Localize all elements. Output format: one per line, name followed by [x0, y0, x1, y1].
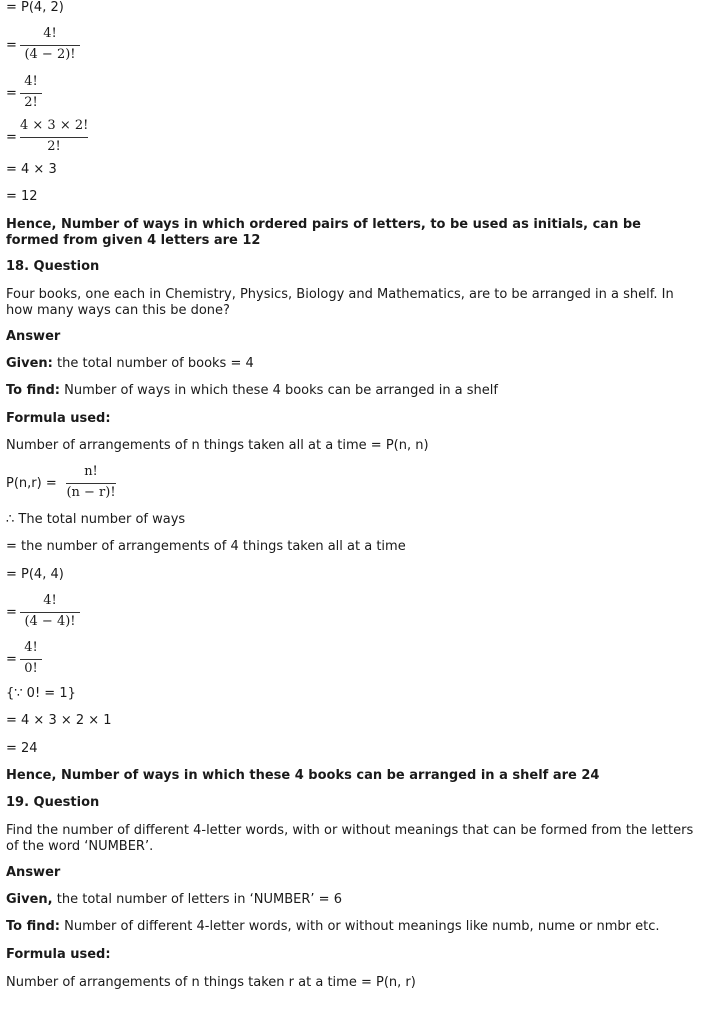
eq-line: = P(4, 2)	[6, 0, 64, 15]
fraction	[6, 118, 96, 158]
to-find-line	[6, 919, 660, 935]
eq-line: = 4 × 3	[6, 162, 57, 177]
equals-sign: =	[6, 605, 17, 620]
equals-sign: =	[6, 652, 17, 667]
note-line: {∵ 0! = 1}	[6, 686, 76, 701]
denominator: (n − r)!	[66, 485, 116, 500]
conclusion: Hence, Number of ways in which ordered pairs of letters, to be used as initials, can be formed from given 4 letters are 12	[6, 217, 641, 248]
answer-label: Answer	[6, 329, 61, 344]
question-heading: 18. Question	[6, 259, 100, 274]
conclusion: Hence, Number of ways in which these 4 books can be arranged in a shelf are 24	[6, 768, 600, 783]
eq-line: = 4 × 3 × 2 × 1	[6, 713, 112, 728]
numerator: 4!	[24, 74, 38, 89]
given-line	[6, 356, 254, 372]
formula-label: Formula used:	[6, 411, 111, 426]
question-heading: 19. Question	[6, 795, 100, 810]
denominator: (4 − 2)!	[24, 47, 76, 62]
equals-sign: =	[6, 86, 17, 101]
numerator: 4!	[43, 593, 57, 608]
eq-line: = the number of arrangements of 4 things taken all at a time	[6, 539, 406, 554]
fraction-bar	[20, 45, 80, 46]
given-label: Given:	[6, 356, 53, 371]
to-find-label: To find:	[6, 383, 60, 398]
fraction-bar	[20, 612, 80, 613]
answer-label: Answer	[6, 865, 61, 880]
numerator: 4!	[43, 26, 57, 41]
fraction	[6, 593, 86, 633]
formula-lhs: P(n,r) =	[6, 476, 57, 491]
denominator: (4 − 4)!	[24, 614, 76, 629]
given-text: the total number of letters in ‘NUMBER’ = 6	[52, 892, 342, 907]
fraction	[6, 26, 86, 66]
given-line	[6, 892, 342, 908]
given-label: Given,	[6, 892, 53, 907]
fraction	[6, 74, 66, 114]
eq-line: = 12	[6, 189, 38, 204]
fraction-bar	[20, 659, 42, 660]
permutation-formula	[6, 464, 126, 504]
given-text: the total number of books = 4	[52, 356, 254, 371]
to-find-label: To find:	[6, 919, 60, 934]
fraction-bar	[66, 483, 116, 484]
denominator: 2!	[24, 95, 38, 110]
numerator: n!	[84, 464, 98, 479]
formula-text: Number of arrangements of n things taken all at a time = P(n, n)	[6, 438, 429, 453]
numerator: 4!	[24, 640, 38, 655]
denominator: 2!	[47, 139, 61, 154]
formula-label: Formula used:	[6, 947, 111, 962]
equals-sign: =	[6, 38, 17, 53]
fraction-bar	[20, 93, 42, 94]
equals-sign: =	[6, 130, 17, 145]
therefore-line: ∴ The total number of ways	[6, 512, 186, 527]
question-text: Four books, one each in Chemistry, Physics, Biology and Mathematics, are to be arranged in a shelf. In how many ways can this be done?	[6, 287, 674, 318]
eq-line: = P(4, 4)	[6, 567, 64, 582]
question-text: Find the number of different 4-letter words, with or without meanings that can be formed from the letters of the word ‘NUMBER’.	[6, 823, 694, 854]
to-find-line	[6, 383, 498, 399]
fraction	[6, 640, 66, 680]
to-find-text: Number of different 4-letter words, with or without meanings like numb, nume or nmbr etc.	[60, 919, 660, 934]
formula-text: Number of arrangements of n things taken r at a time = P(n, r)	[6, 975, 416, 990]
fraction-bar	[20, 137, 88, 138]
to-find-text: Number of ways in which these 4 books can be arranged in a shelf	[60, 383, 498, 398]
numerator: 4 × 3 × 2!	[20, 118, 89, 133]
denominator: 0!	[24, 661, 38, 676]
eq-line: = 24	[6, 741, 38, 756]
